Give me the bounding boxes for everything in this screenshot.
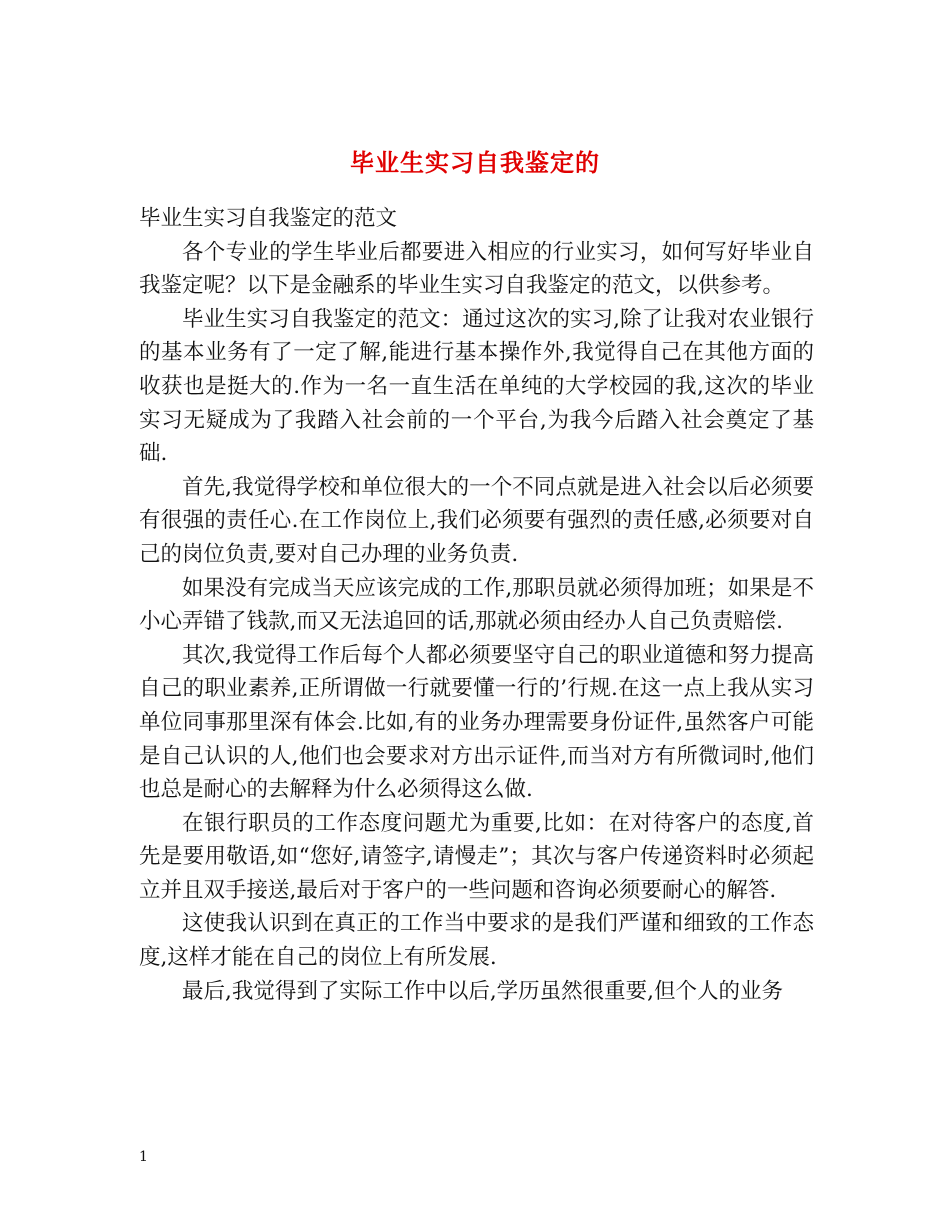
- document-body: [139, 202, 814, 1008]
- paragraph-ethics: 其次,我觉得工作后每个人都必须要坚守自己的职业道德和努力提高自己的职业素养,正所谓做一行就要懂一行的’行规.在这一点上我从实习单位同事那里深有体会.比如,有的业务办理需要身份证件,虽然客户可能是自己认识的人,他们也会要求对方出示证件,而当对方有所微词时,他们也总是耐心的去解释为什么必须得这么做.: [139, 642, 814, 803]
- paragraph-rigor: 这使我认识到在真正的工作当中要求的是我们严谨和细致的工作态度,这样才能在自己的岗位上有所发展.: [139, 911, 814, 971]
- page-number: 1: [139, 1149, 148, 1165]
- paragraph-attitude: 在银行职员的工作态度问题尤为重要,比如：在对待客户的态度,首先是要用敬语,如“您好,请签字,请慢走”；其次与客户传递资料时必须起立并且双手接送,最后对于客户的一些问题和咨询必须要耐心的解答.: [139, 810, 814, 903]
- paragraph-intro: 各个专业的学生毕业后都要进入相应的行业实习，如何写好毕业自我鉴定呢？以下是金融系的毕业生实习自我鉴定的范文，以供参考。: [139, 239, 814, 299]
- document-title: 毕业生实习自我鉴定的: [350, 148, 600, 178]
- paragraph-finally: 最后,我觉得到了实际工作中以后,学历虽然很重要,但个人的业务: [182, 978, 784, 1004]
- paragraph-responsibility: 首先,我觉得学校和单位很大的一个不同点就是进入社会以后必须要有很强的责任心.在工作岗位上,我们必须要有强烈的责任感,必须要对自己的岗位负责,要对自己办理的业务负责.: [139, 474, 814, 567]
- paragraph-overtime: 如果没有完成当天应该完成的工作,那职员就必须得加班；如果是不小心弄错了钱款,而又无法追回的话,那就必须由经办人自己负责赔偿.: [139, 575, 814, 635]
- document-subtitle: 毕业生实习自我鉴定的范文: [139, 206, 398, 231]
- paragraph-summary: 毕业生实习自我鉴定的范文：通过这次的实习,除了让我对农业银行的基本业务有了一定了解,能进行基本操作外,我觉得自己在其他方面的收获也是挺大的.作为一名一直生活在单纯的大学校园的我,这次的毕业实习无疑成为了我踏入社会前的一个平台,为我今后踏入社会奠定了基础.: [139, 306, 814, 467]
